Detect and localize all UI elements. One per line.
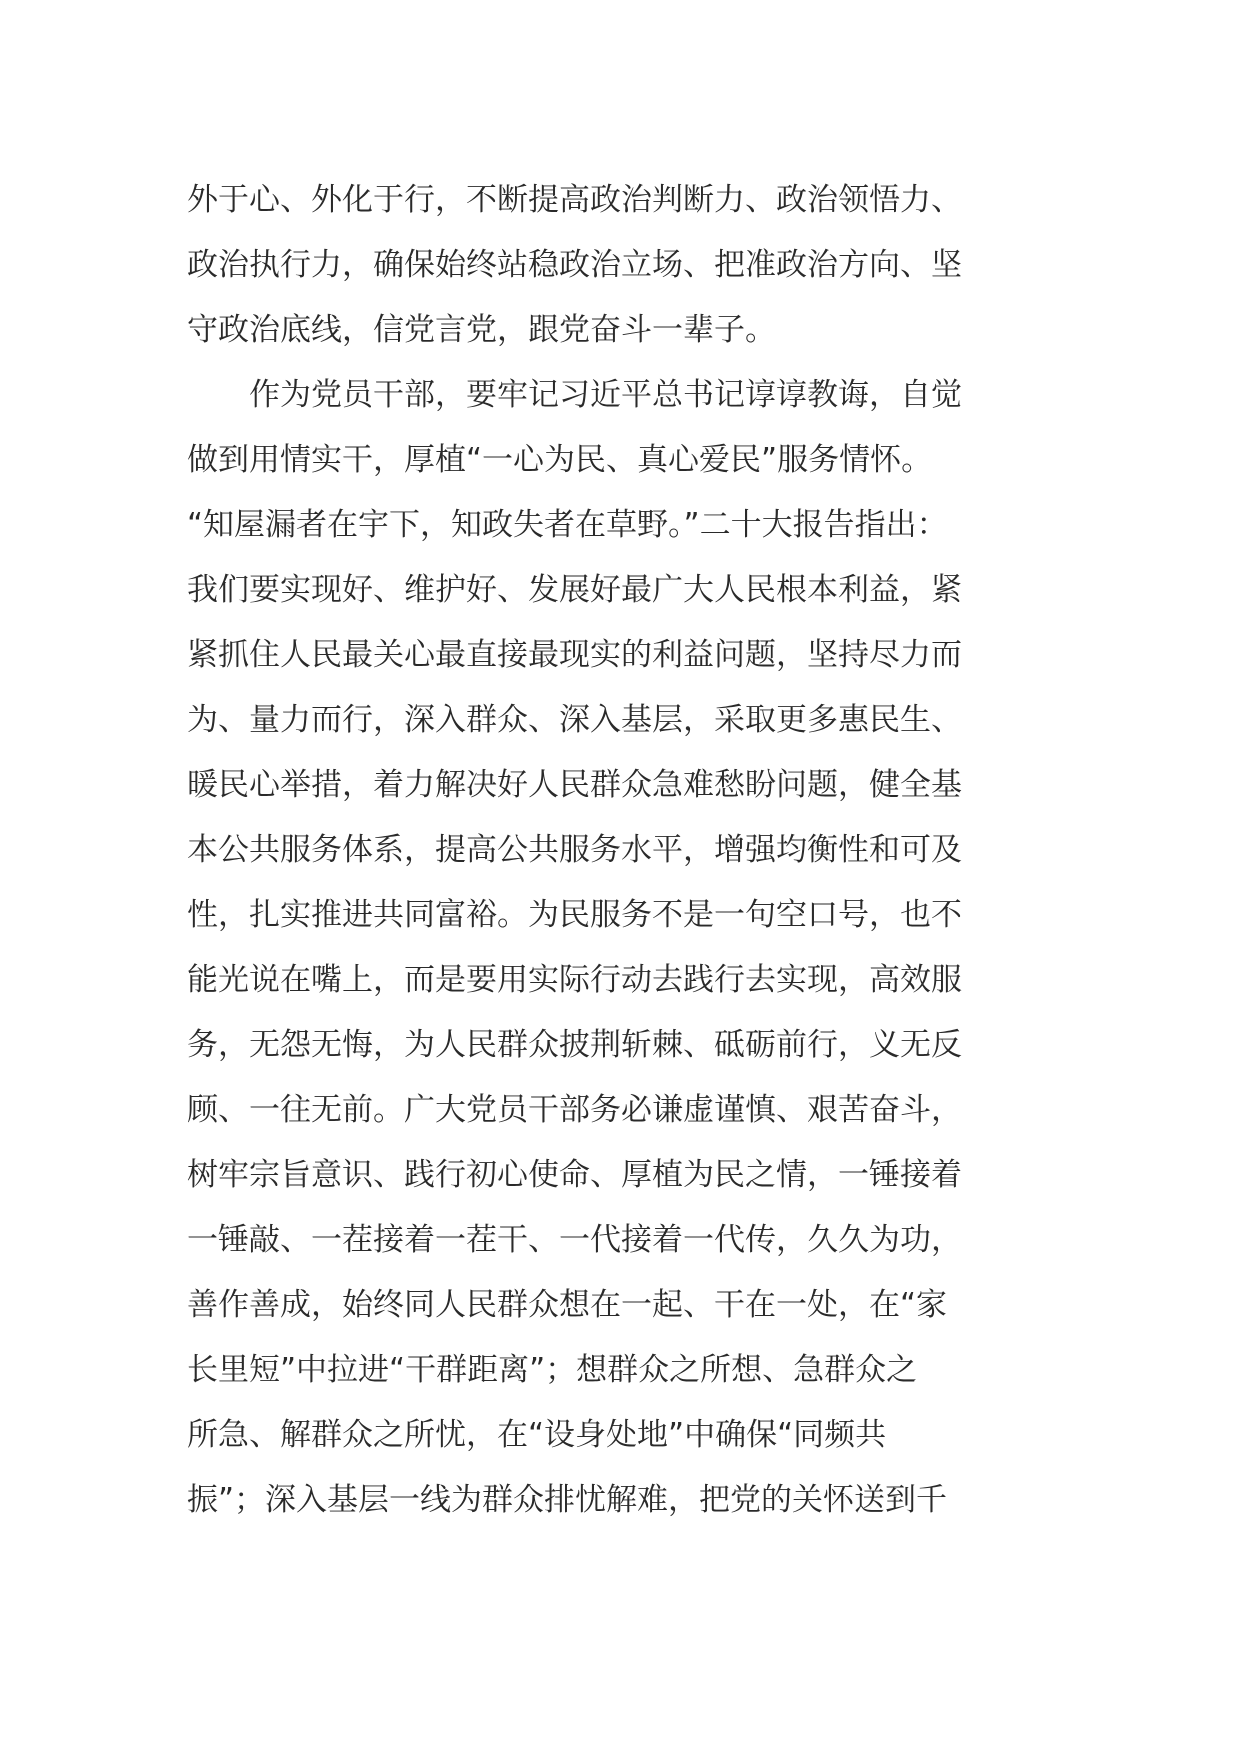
text-line: 政治执行力，确保始终站稳政治立场、把准政治方向、坚 xyxy=(187,247,962,283)
text-line: 务，无怨无悔，为人民群众披荆斩棘、砥砺前行，义无反 xyxy=(187,1027,962,1063)
text-line: 为、量力而行，深入群众、深入基层，采取更多惠民生、 xyxy=(187,702,962,738)
text-line: 守政治底线，信党言党，跟党奋斗一辈子。 xyxy=(187,312,776,348)
text-line: 能光说在嘴上，而是要用实际行动去践行去实现，高效服 xyxy=(187,962,962,998)
text-line: 所急、解群众之所忧，在“设身处地”中确保“同频共 xyxy=(187,1417,887,1453)
text-line: 本公共服务体系，提高公共服务水平，增强均衡性和可及 xyxy=(187,832,962,868)
text-line: 我们要实现好、维护好、发展好最广大人民根本利益，紧 xyxy=(187,572,962,608)
text-line: 紧抓住人民最关心最直接最现实的利益问题，坚持尽力而 xyxy=(187,637,962,673)
text-line: 暖民心举措，着力解决好人民群众急难愁盼问题，健全基 xyxy=(187,767,962,803)
text-line: 树牢宗旨意识、践行初心使命、厚植为民之情，一锤接着 xyxy=(187,1157,962,1193)
text-line: 顾、一往无前。广大党员干部务必谦虚谨慎、艰苦奋斗， xyxy=(187,1092,962,1128)
text-line: 做到用情实干，厚植“一心为民、真心爱民”服务情怀。 xyxy=(187,442,933,478)
text-line: 一锤敲、一茬接着一茬干、一代接着一代传，久久为功， xyxy=(187,1222,962,1258)
text-line: 振”；深入基层一线为群众排忧解难，把党的关怀送到千 xyxy=(187,1482,948,1518)
text-line: 作为党员干部，要牢记习近平总书记谆谆教诲，自觉 xyxy=(187,377,962,413)
text-line: “知屋漏者在宇下，知政失者在草野。”二十大报告指出： xyxy=(187,507,948,543)
body-text xyxy=(187,168,1067,1533)
text-line: 外于心、外化于行，不断提高政治判断力、政治领悟力、 xyxy=(187,182,962,218)
text-line: 长里短”中拉进“干群距离”；想群众之所想、急群众之 xyxy=(187,1352,918,1388)
text-line: 性，扎实推进共同富裕。为民服务不是一句空口号，也不 xyxy=(187,897,962,933)
text-line: 善作善成，始终同人民群众想在一起、干在一处，在“家 xyxy=(187,1287,948,1323)
